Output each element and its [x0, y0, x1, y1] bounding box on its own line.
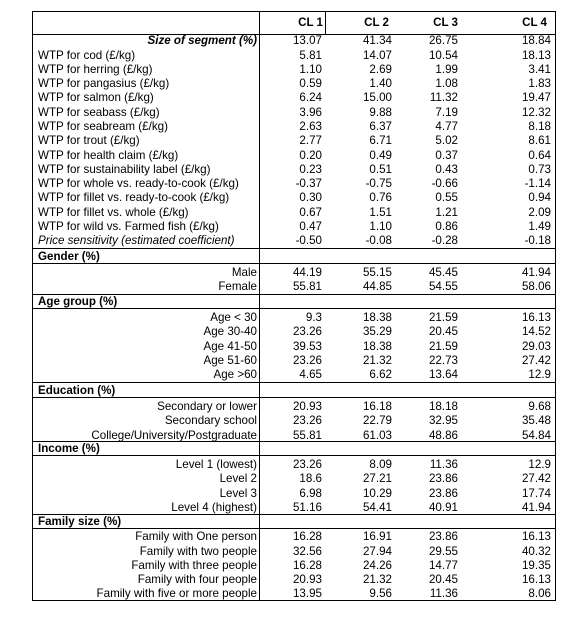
- row-label: WTP for seabream (£/kg): [38, 120, 168, 133]
- cell-cl2: 1.51: [369, 206, 392, 219]
- cell-cl1: 20.93: [292, 573, 322, 586]
- section-divider: [33, 441, 555, 442]
- cell-cl1: 5.81: [299, 49, 322, 62]
- row-label: Family with two people: [139, 545, 257, 558]
- table-row: [33, 545, 555, 559]
- cell-cl4: 19.47: [521, 91, 551, 104]
- section-heading-gender: [33, 250, 555, 264]
- row-label: WTP for pangasius (£/kg): [38, 77, 170, 90]
- cell-cl4: 12.32: [521, 106, 551, 119]
- section-divider: [33, 528, 555, 529]
- row-label: WTP for fillet vs. whole (£/kg): [38, 206, 189, 219]
- cell-cl1: 1.10: [299, 63, 322, 76]
- section-divider: [33, 382, 555, 383]
- cell-cl2: 6.62: [369, 368, 392, 381]
- section-divider: [33, 263, 555, 264]
- cell-cl1: 55.81: [292, 429, 322, 442]
- cell-cl1: 3.96: [299, 106, 322, 119]
- table-row: [33, 340, 555, 354]
- table-row: [33, 587, 555, 601]
- section-divider: [33, 294, 555, 295]
- row-label: Age 51-60: [203, 354, 257, 367]
- cell-cl3: 10.54: [428, 49, 458, 62]
- row-label: Family with three people: [131, 559, 257, 572]
- section-heading-family: [33, 515, 555, 529]
- header-rule: [33, 34, 555, 35]
- cell-cl4: 41.94: [521, 501, 551, 514]
- cell-cl1: 16.28: [292, 559, 322, 572]
- cell-cl3: 18.18: [428, 400, 458, 413]
- table-row: [33, 311, 555, 325]
- section-heading-age: [33, 295, 555, 309]
- cell-cl3: 21.59: [428, 311, 458, 324]
- cell-cl2: 44.85: [362, 280, 392, 293]
- column-divider: [259, 12, 260, 600]
- cell-cl3: 23.86: [428, 472, 458, 485]
- cell-cl4: 18.13: [521, 49, 551, 62]
- cell-cl2: 1.10: [369, 220, 392, 233]
- cell-cl1: 0.59: [299, 77, 322, 90]
- row-label: Secondary school: [164, 414, 257, 427]
- col-header-cl4: CL 4: [522, 16, 547, 29]
- row-label: WTP for salmon (£/kg): [38, 91, 154, 104]
- cell-cl2: 9.56: [369, 587, 392, 600]
- table-row: [33, 487, 555, 501]
- cell-cl2: 41.34: [362, 34, 392, 47]
- cell-cl4: 54.84: [521, 429, 551, 442]
- cell-cl2: 18.38: [362, 311, 392, 324]
- cell-cl4: 14.52: [521, 325, 551, 338]
- cell-cl2: 21.32: [362, 354, 392, 367]
- cell-cl4: 35.48: [521, 414, 551, 427]
- cell-cl3: 7.19: [435, 106, 458, 119]
- row-label: WTP for sustainability label (£/kg): [38, 163, 211, 176]
- cell-cl3: 1.21: [435, 206, 458, 219]
- cell-cl4: 9.68: [528, 400, 551, 413]
- cell-cl4: 8.61: [528, 134, 551, 147]
- cell-cl2: 10.29: [362, 487, 392, 500]
- cell-cl4: 0.64: [528, 149, 551, 162]
- cell-cl4: 0.94: [528, 191, 551, 204]
- table-row: [33, 177, 555, 191]
- cell-cl4: 3.41: [528, 63, 551, 76]
- cell-cl1: 13.95: [292, 587, 322, 600]
- cell-cl1: 32.56: [292, 545, 322, 558]
- row-label: Female: [218, 280, 257, 293]
- row-label: WTP for health claim (£/kg): [38, 149, 179, 162]
- cell-cl1: 6.24: [299, 91, 322, 104]
- cell-cl2: 16.91: [362, 530, 392, 543]
- cell-cl1: 39.53: [292, 340, 322, 353]
- cell-cl2: 24.26: [362, 559, 392, 572]
- section-heading-income: [33, 442, 555, 456]
- cell-cl1: 0.67: [299, 206, 322, 219]
- cell-cl3: 20.45: [428, 325, 458, 338]
- cell-cl1: 51.16: [292, 501, 322, 514]
- cell-cl2: 54.41: [362, 501, 392, 514]
- cell-cl3: 21.59: [428, 340, 458, 353]
- row-label: Level 4 (highest): [171, 501, 257, 514]
- table-row: [33, 472, 555, 486]
- table-row: [33, 163, 555, 177]
- cell-cl4: 16.13: [521, 530, 551, 543]
- cell-cl2: 18.38: [362, 340, 392, 353]
- cell-cl2: 35.29: [362, 325, 392, 338]
- cell-cl2: 2.69: [369, 63, 392, 76]
- cell-cl4: 40.32: [521, 545, 551, 558]
- cell-cl3: 13.64: [428, 368, 458, 381]
- cell-cl2: 61.03: [362, 429, 392, 442]
- table-row: [33, 573, 555, 587]
- cell-cl3: 11.32: [429, 91, 458, 104]
- table-row: [33, 206, 555, 220]
- table-row: [33, 220, 555, 234]
- cell-cl3: 1.99: [435, 63, 458, 76]
- row-label: Secondary or lower: [157, 400, 257, 413]
- table-row: [33, 91, 555, 105]
- cell-cl4: 29.03: [521, 340, 551, 353]
- section-divider: [33, 248, 555, 249]
- cell-cl2: -0.08: [365, 234, 392, 247]
- cell-cl4: 1.83: [528, 77, 551, 90]
- col-header-cl2: CL 2: [364, 16, 389, 29]
- cell-cl3: 11.36: [429, 587, 458, 600]
- cell-cl2: 22.79: [362, 414, 392, 427]
- row-label: Age 41-50: [203, 340, 257, 353]
- cell-cl3: 22.73: [428, 354, 458, 367]
- cell-cl3: 54.55: [428, 280, 458, 293]
- cell-cl4: 58.06: [521, 280, 551, 293]
- table-row-price-sensitivity: [33, 234, 555, 248]
- table-row: [33, 191, 555, 205]
- cell-cl2: 0.76: [369, 191, 392, 204]
- cell-cl4: 2.09: [528, 206, 551, 219]
- cell-cl4: 27.42: [521, 472, 551, 485]
- cell-cl4: 17.74: [521, 487, 551, 500]
- cell-cl4: 8.06: [528, 587, 551, 600]
- col-header-cl1: CL 1: [298, 16, 323, 29]
- row-label: Age >60: [213, 368, 257, 381]
- cell-cl2: 21.32: [362, 573, 392, 586]
- cell-cl1: 20.93: [292, 400, 322, 413]
- cell-cl1: 0.47: [299, 220, 322, 233]
- header-row: [33, 16, 555, 30]
- table-row: [33, 63, 555, 77]
- table-row: [33, 266, 555, 280]
- cell-cl3: 4.77: [435, 120, 458, 133]
- cell-cl4: 1.49: [528, 220, 551, 233]
- row-label: Price sensitivity (estimated coefficient): [38, 234, 235, 247]
- row-label: Family with four people: [137, 573, 257, 586]
- row-label: WTP for seabass (£/kg): [38, 106, 160, 119]
- cell-cl4: -0.18: [524, 234, 551, 247]
- cell-cl1: 23.26: [292, 414, 322, 427]
- section-heading-text: Age group (%): [38, 295, 118, 308]
- cell-cl1: 13.07: [292, 34, 322, 47]
- cell-cl2: 6.37: [369, 120, 392, 133]
- cell-cl2: 9.88: [369, 106, 392, 119]
- row-label: WTP for fillet vs. ready-to-cook (£/kg): [38, 191, 230, 204]
- cell-cl3: 48.86: [428, 429, 458, 442]
- table-row: [33, 49, 555, 63]
- table-row: [33, 120, 555, 134]
- table-row: [33, 134, 555, 148]
- cell-cl1: 55.81: [292, 280, 322, 293]
- cell-cl3: 20.45: [428, 573, 458, 586]
- row-label: Level 3: [219, 487, 257, 500]
- cell-cl1: 18.6: [299, 472, 322, 485]
- row-label: WTP for cod (£/kg): [38, 49, 136, 62]
- cell-cl2: 0.49: [369, 149, 392, 162]
- cell-cl4: 12.9: [528, 368, 551, 381]
- cell-cl1: 0.23: [299, 163, 322, 176]
- cell-cl3: 1.08: [435, 77, 458, 90]
- cell-cl2: 15.00: [362, 91, 392, 104]
- table-row: [33, 559, 555, 573]
- table-row: [33, 501, 555, 515]
- table-row: [33, 325, 555, 339]
- section-divider: [33, 308, 555, 309]
- cell-cl4: 12.9: [528, 458, 551, 471]
- cell-cl2: 14.07: [362, 49, 392, 62]
- cell-cl2: 0.51: [369, 163, 392, 176]
- cell-cl3: 14.77: [428, 559, 458, 572]
- row-label: Age 30-40: [203, 325, 257, 338]
- row-label: College/University/Postgraduate: [91, 429, 257, 442]
- column-divider: [325, 12, 326, 34]
- cell-cl2: 27.94: [362, 545, 392, 558]
- row-label: Size of segment (%): [147, 34, 257, 47]
- cell-cl3: 23.86: [428, 530, 458, 543]
- row-label: Male: [231, 266, 257, 279]
- cell-cl1: 9.3: [305, 311, 322, 324]
- cell-cl3: 29.55: [428, 545, 458, 558]
- section-divider: [33, 514, 555, 515]
- cell-cl3: -0.66: [431, 177, 458, 190]
- cell-cl1: 23.26: [292, 354, 322, 367]
- cell-cl4: -1.14: [524, 177, 551, 190]
- cell-cl3: 23.86: [428, 487, 458, 500]
- cell-cl2: -0.75: [365, 177, 392, 190]
- row-label: WTP for herring (£/kg): [38, 63, 153, 76]
- cell-cl1: 0.20: [299, 149, 322, 162]
- table-row: [33, 77, 555, 91]
- cell-cl3: -0.28: [431, 234, 458, 247]
- cluster-profile-table: [32, 11, 556, 601]
- section-heading-text: Family size (%): [38, 515, 122, 528]
- cell-cl1: -0.37: [295, 177, 322, 190]
- cell-cl1: 6.98: [299, 487, 322, 500]
- row-label: Family with One person: [135, 530, 257, 543]
- col-header-cl3: CL 3: [433, 16, 458, 29]
- cell-cl3: 0.86: [435, 220, 458, 233]
- cell-cl1: 44.19: [292, 266, 322, 279]
- table-row-segment-size: [33, 34, 555, 48]
- cell-cl1: 2.77: [299, 134, 322, 147]
- cell-cl3: 26.75: [428, 34, 458, 47]
- cell-cl1: -0.50: [295, 234, 322, 247]
- row-label: Level 1 (lowest): [175, 458, 257, 471]
- cell-cl3: 40.91: [428, 501, 458, 514]
- row-label: Level 2: [219, 472, 257, 485]
- table-row: [33, 458, 555, 472]
- cell-cl1: 2.63: [299, 120, 322, 133]
- cell-cl1: 4.65: [299, 368, 322, 381]
- cell-cl3: 45.45: [428, 266, 458, 279]
- cell-cl4: 16.13: [521, 573, 551, 586]
- table-row: [33, 414, 555, 428]
- cell-cl4: 18.84: [521, 34, 551, 47]
- cell-cl4: 27.42: [521, 354, 551, 367]
- section-heading-text: Gender (%): [38, 250, 100, 263]
- cell-cl3: 11.36: [429, 458, 458, 471]
- cell-cl3: 32.95: [428, 414, 458, 427]
- cell-cl1: 23.26: [292, 325, 322, 338]
- row-label: Family with five or more people: [96, 587, 257, 600]
- table-row: [33, 280, 555, 294]
- cell-cl2: 1.40: [369, 77, 392, 90]
- cell-cl4: 19.35: [521, 559, 551, 572]
- cell-cl4: 41.94: [521, 266, 551, 279]
- section-heading-text: Income (%): [38, 442, 100, 455]
- row-label: Age < 30: [210, 311, 257, 324]
- section-divider: [33, 397, 555, 398]
- table-row: [33, 400, 555, 414]
- cell-cl4: 0.73: [528, 163, 551, 176]
- cell-cl4: 16.13: [521, 311, 551, 324]
- cell-cl4: 8.18: [528, 120, 551, 133]
- table-row: [33, 354, 555, 368]
- cell-cl1: 16.28: [292, 530, 322, 543]
- cell-cl1: 23.26: [292, 458, 322, 471]
- table-row: [33, 106, 555, 120]
- table-row: [33, 530, 555, 544]
- cell-cl3: 5.02: [435, 134, 458, 147]
- table-row: [33, 149, 555, 163]
- section-heading-text: Education (%): [38, 384, 116, 397]
- row-label: WTP for whole vs. ready-to-cook (£/kg): [38, 177, 239, 190]
- cell-cl3: 0.37: [435, 149, 458, 162]
- section-heading-education: [33, 384, 555, 398]
- cell-cl3: 0.55: [435, 191, 458, 204]
- cell-cl2: 27.21: [362, 472, 392, 485]
- cell-cl2: 55.15: [362, 266, 392, 279]
- section-divider: [33, 455, 555, 456]
- cell-cl3: 0.43: [435, 163, 458, 176]
- cell-cl1: 0.30: [299, 191, 322, 204]
- cell-cl2: 6.71: [369, 134, 392, 147]
- row-label: WTP for trout (£/kg): [38, 134, 140, 147]
- cell-cl2: 16.18: [362, 400, 392, 413]
- row-label: WTP for wild vs. Farmed fish (£/kg): [38, 220, 219, 233]
- table-row: [33, 368, 555, 382]
- cell-cl2: 8.09: [369, 458, 392, 471]
